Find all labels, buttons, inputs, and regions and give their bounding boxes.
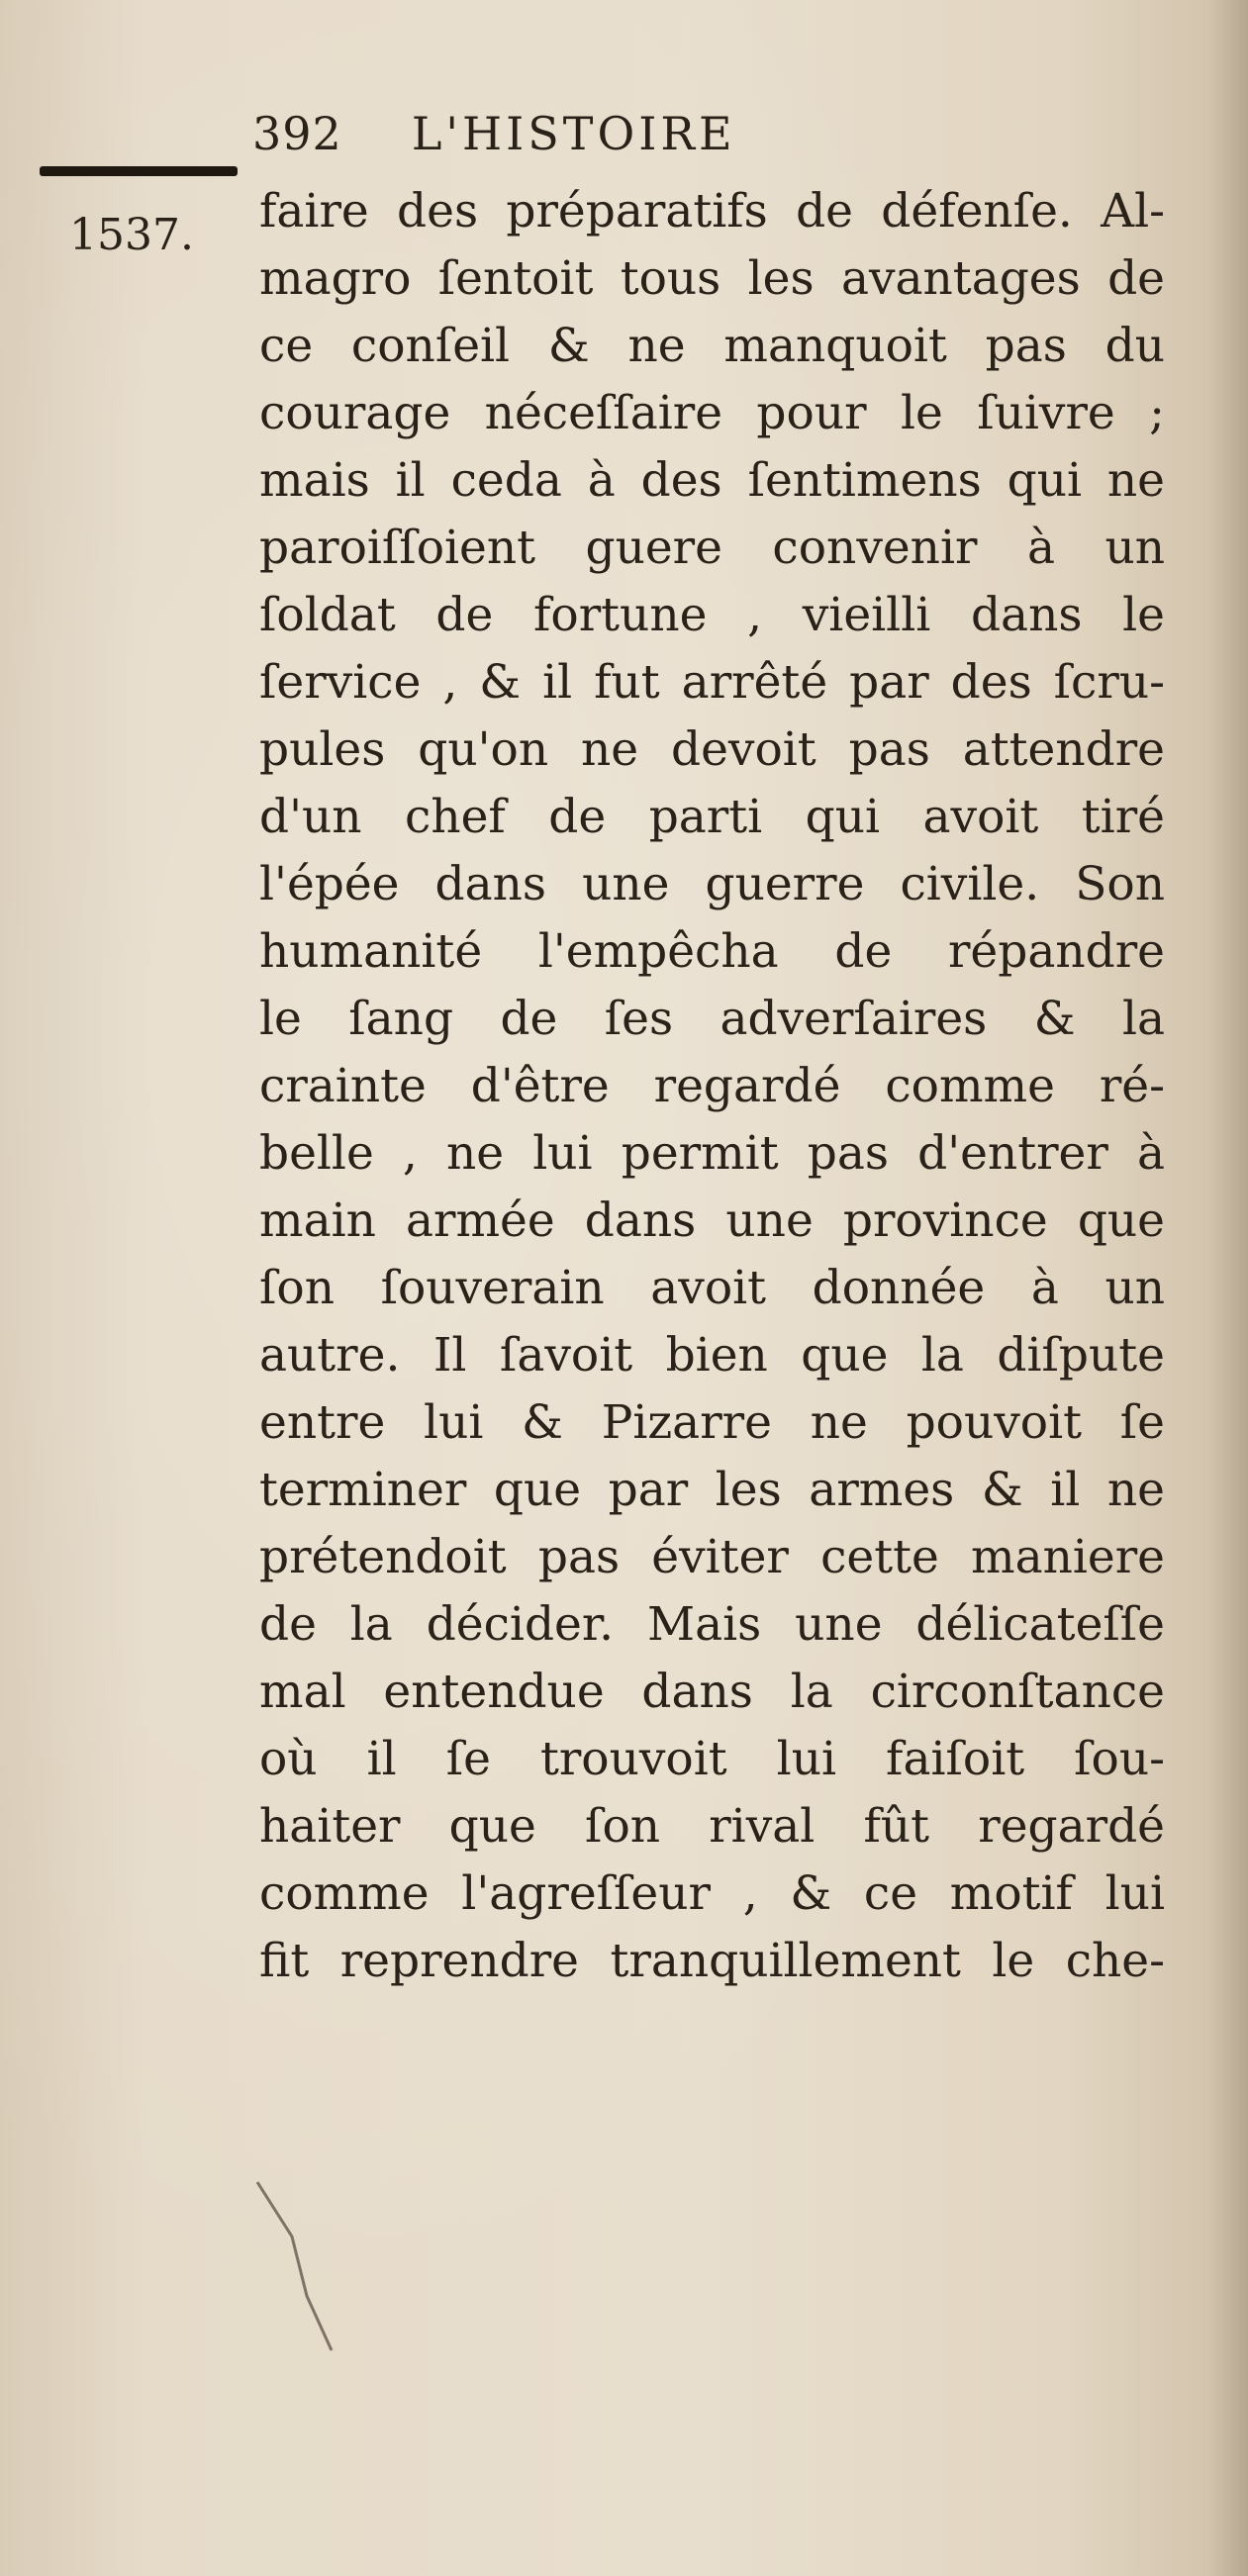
text-line: autre. Il ſavoit bien que la diſpute — [259, 1328, 1165, 1383]
text-line: mal entendue dans la circonſtance — [259, 1665, 1165, 1719]
running-head: L'HISTOIRE — [411, 107, 736, 160]
page-header — [252, 107, 736, 166]
text-line: pules qu'on ne devoit pas attendre — [259, 722, 1165, 777]
gutter-shadow — [1208, 0, 1248, 2576]
text-line: de la décider. Mais une délicateſſe — [259, 1597, 1165, 1652]
text-line: haiter que ſon rival fût regardé — [259, 1799, 1165, 1854]
text-line: terminer que par les armes & il ne — [259, 1463, 1165, 1517]
text-line: entre lui & Pizarre ne pouvoit ſe — [259, 1395, 1165, 1450]
paper-crease-mark — [252, 2177, 341, 2355]
body-text — [259, 178, 1165, 1995]
text-line: ſervice , & il fut arrêté par des ſcru- — [259, 655, 1165, 710]
text-line: ſon ſouverain avoit donnée à un — [259, 1261, 1165, 1315]
text-line: main armée dans une province que — [259, 1193, 1165, 1248]
text-line: courage néceſſaire pour le ſuivre ; — [259, 386, 1165, 440]
text-line: ce conſeil & ne manquoit pas du — [259, 319, 1165, 373]
text-line: belle , ne lui permit pas d'entrer à — [259, 1126, 1165, 1181]
text-line: crainte d'être regardé comme ré- — [259, 1059, 1165, 1113]
text-line: où il ſe trouvoit lui faiſoit ſou- — [259, 1732, 1165, 1786]
text-line: comme l'agreſſeur , & ce motif lui — [259, 1866, 1165, 1921]
text-line: le ſang de ſes adverſaires & la — [259, 992, 1165, 1046]
text-line: magro ſentoit tous les avantages de — [259, 251, 1165, 306]
header-rule — [40, 166, 238, 176]
text-line: d'un chef de parti qui avoit tiré — [259, 790, 1165, 844]
text-line: ſoldat de fortune , vieilli dans le — [259, 588, 1165, 642]
page-number: 392 — [252, 107, 342, 160]
text-line: faire des préparatifs de défenſe. Al- — [259, 184, 1165, 239]
text-line: paroiſſoient guere convenir à un — [259, 521, 1165, 575]
text-line: humanité l'empêcha de répandre — [259, 924, 1165, 979]
text-line: prétendoit pas éviter cette maniere — [259, 1530, 1165, 1584]
text-line: l'épée dans une guerre civile. Son — [259, 857, 1165, 911]
text-line: fit reprendre tranquillement le che- — [259, 1934, 1165, 1988]
margin-year: 1537. — [69, 210, 194, 260]
text-line: mais il ceda à des ſentimens qui ne — [259, 453, 1165, 508]
